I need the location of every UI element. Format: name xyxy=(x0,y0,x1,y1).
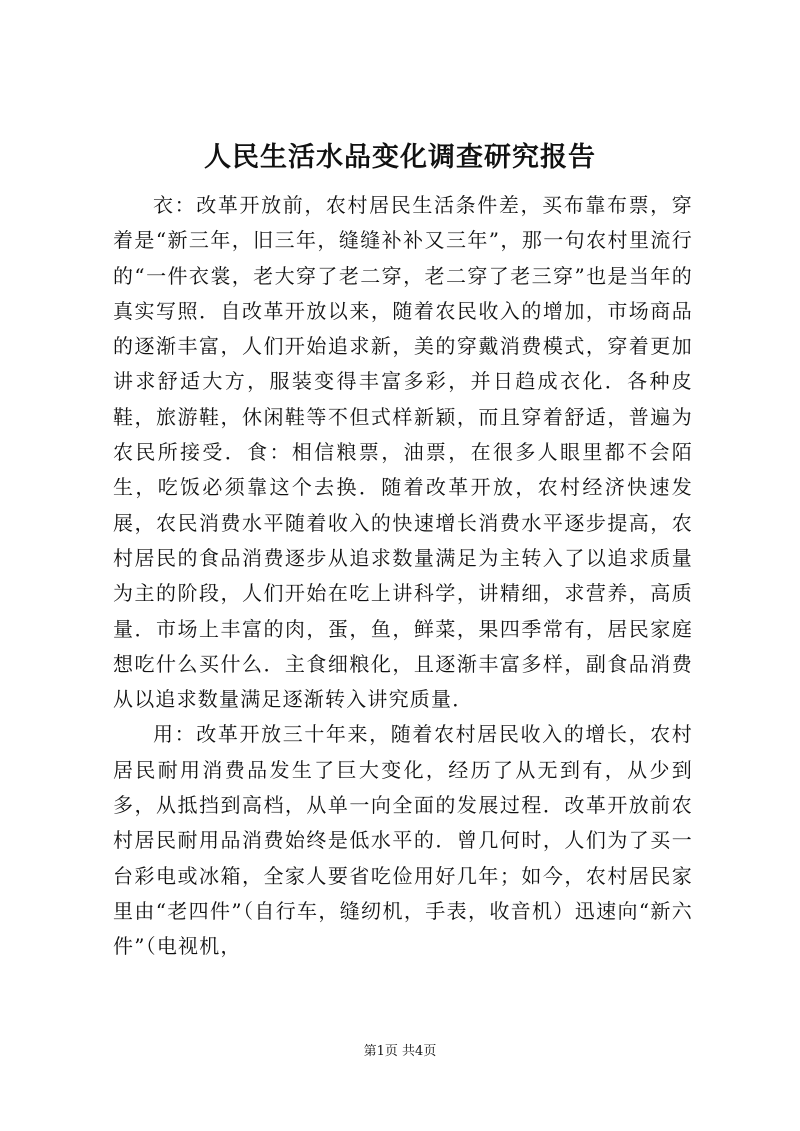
page-number: 第1页 共4页 xyxy=(363,1044,437,1059)
paragraph-usage: 用：改革开放三十年来，随着农村居民收入的增长，农村居民耐用消费品发生了巨大变化，经历了从无到有，从少到多，从抵挡到高档，从单一向全面的发展过程．改革开放前农村居民耐用品消费始终是低水平的．曾几何时，人们为了买一台彩电或冰箱，全家人要省吃俭用好几年；如今，农村居民家里由“老四件”（自行车，缝纫机，手表，收音机）迅速向“新六件”（电视机， xyxy=(113,722,693,959)
page-footer xyxy=(0,1042,800,1062)
document-title: 人民生活水品变化调查研究报告 xyxy=(204,142,596,173)
paragraph-clothing-food: 衣：改革开放前，农村居民生活条件差，买布靠布票，穿着是“新三年，旧三年，缝缝补补又三年”，那一句农村里流行的“一件衣裳，老大穿了老二穿，老二穿了老三穿”也是当年的真实写照．自改革开放以来，随着农民收入的增加，市场商品的逐渐丰富，人们开始追求新，美的穿戴消费模式，穿着更加讲求舒适大方，服装变得丰富多彩，并日趋成衣化．各种皮鞋，旅游鞋，休闲鞋等不但式样新颖，而且穿着舒适，普遍为农民所接受．食：相信粮票，油票，在很多人眼里都不会陌生，吃饭必须靠这个去换．随着改革开放，农村经济快速发展，农民消费水平随着收入的快速增长消费水平逐步提高，农村居民的食品消费逐步从追求数量满足为主转入了以追求质量为主的阶段，人们开始在吃上讲科学，讲精细，求营养，高质量．市场上丰富的肉，蛋，鱼，鲜菜，果四季常有，居民家庭想吃什么买什么．主食细粮化，且逐渐丰富多样，副食品消费从以追求数量满足逐渐转入讲究质量． xyxy=(113,193,693,712)
document-body xyxy=(113,188,693,965)
